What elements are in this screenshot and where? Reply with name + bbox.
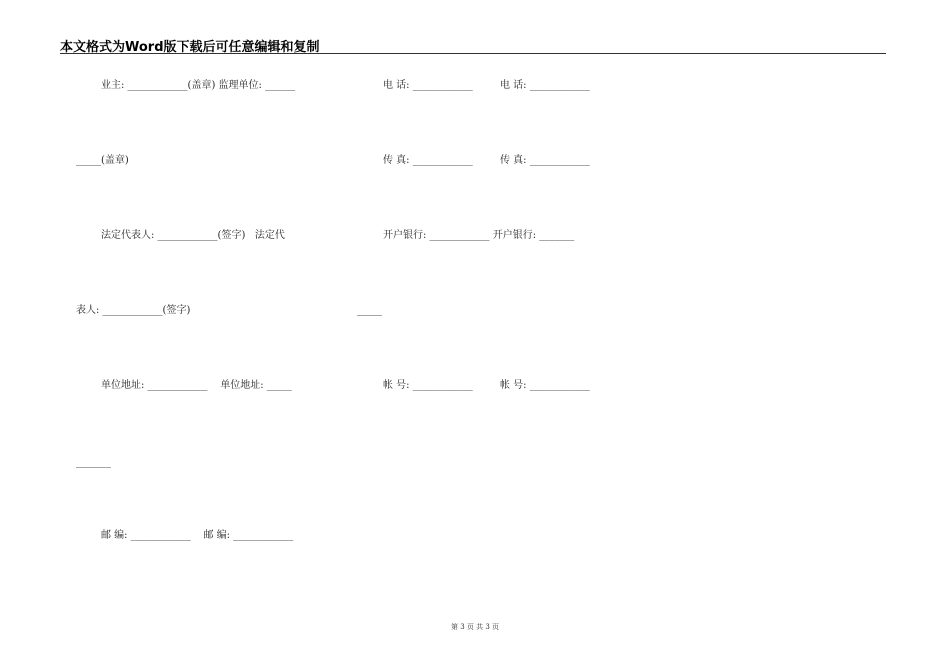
account-line-2: 帐 号: ____________ <box>500 380 590 391</box>
account-line-1: 帐 号: ____________ <box>383 380 473 391</box>
owner-supervisor-line: 业主: ____________(盖章) 监理单位: ______ <box>101 80 296 91</box>
phone-line-2: 电 话: ____________ <box>500 80 590 91</box>
bank-line: 开户银行: ____________ 开户银行: _______ <box>383 230 575 241</box>
legal-rep-continued-line: 表人: ____________(签字) <box>76 305 191 316</box>
bank-continued-line: _____ <box>357 305 382 316</box>
page-header <box>60 36 886 54</box>
legal-rep-line: 法定代表人: ____________(签字) 法定代 <box>101 230 285 241</box>
page-footer: 第 3 页 共 3 页 <box>450 623 500 631</box>
seal-line: _____(盖章) <box>76 155 129 166</box>
address-line: 单位地址: ____________ 单位地址: _____ <box>101 380 292 391</box>
phone-line-1: 电 话: ____________ <box>383 80 473 91</box>
postcode-line: 邮 编: ____________ 邮 编: ____________ <box>101 530 294 541</box>
address-continued-line: _______ <box>76 457 111 468</box>
header-title: 本文格式为Word版下载后可任意编辑和复制 <box>60 40 320 55</box>
fax-line-1: 传 真: ____________ <box>383 155 473 166</box>
fax-line-2: 传 真: ____________ <box>500 155 590 166</box>
